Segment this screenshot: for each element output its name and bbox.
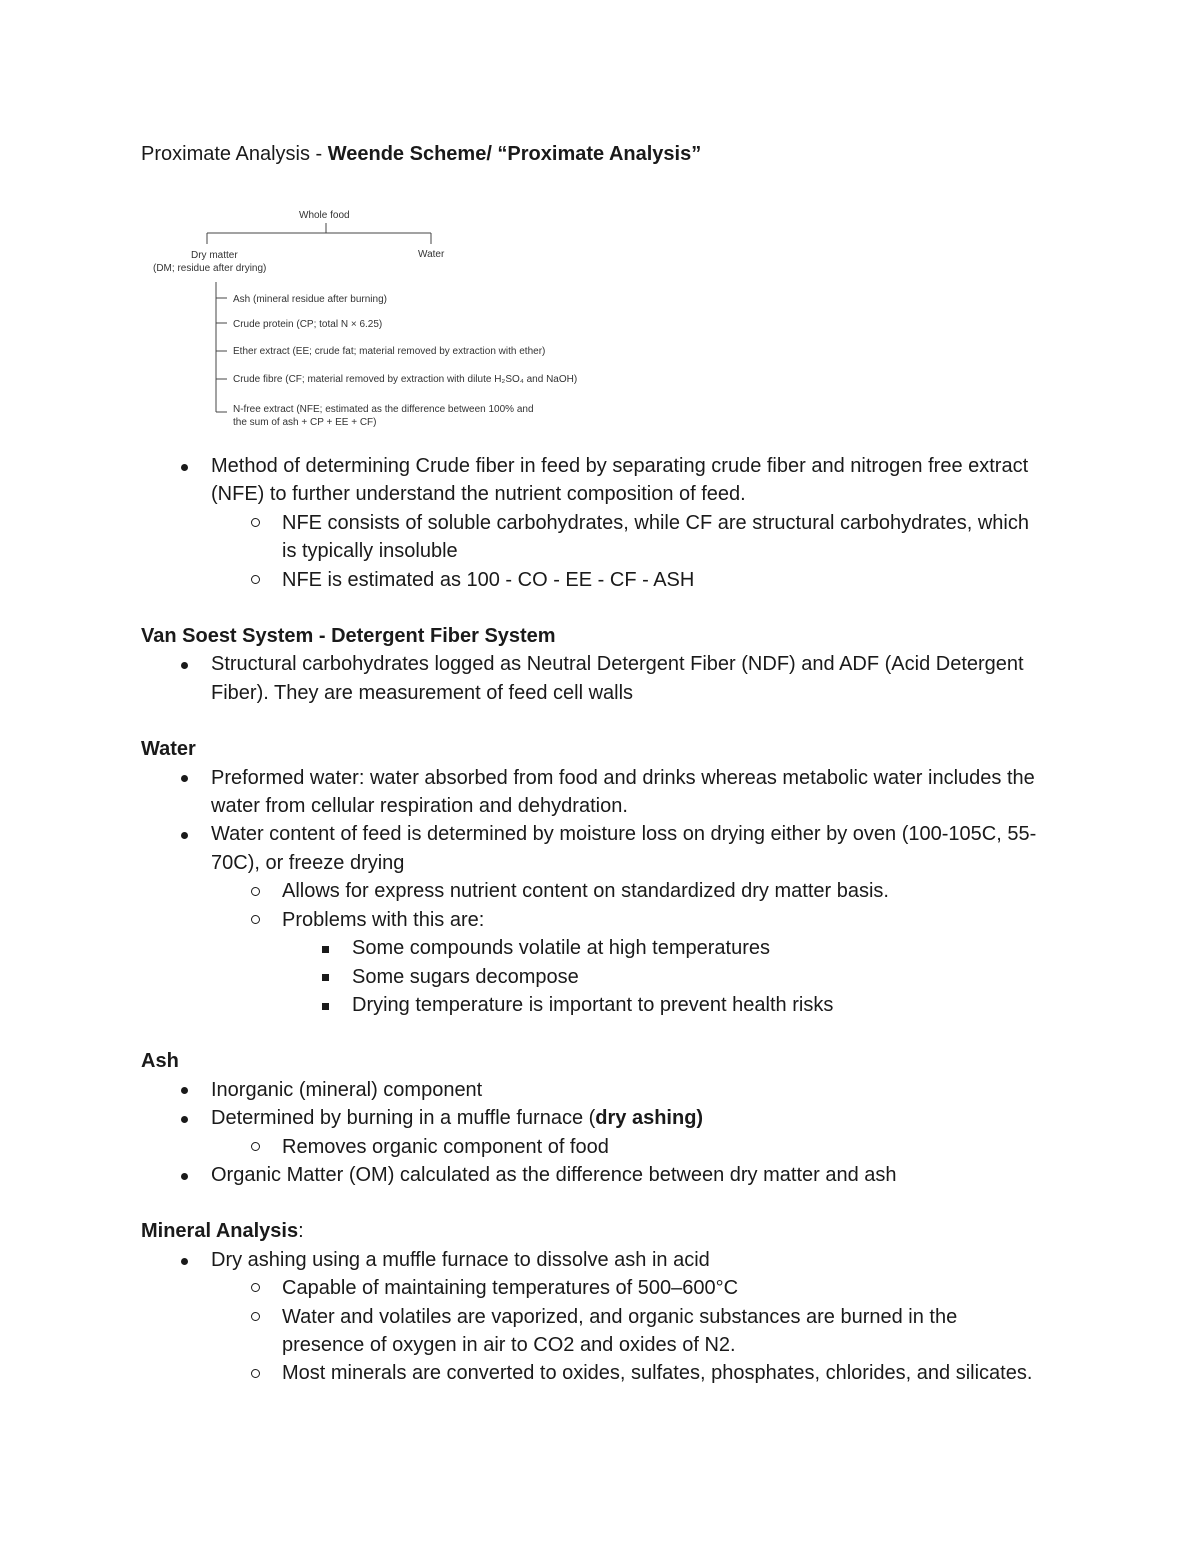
section-heading-mineral: Mineral Analysis:: [141, 1220, 304, 1243]
bullet-icon: [174, 452, 194, 480]
list-item: Determined by burning in a muffle furnace (dry ashing): [141, 1104, 1041, 1132]
list-item: Some sugars decompose: [141, 963, 1041, 991]
hollow-bullet-icon: [245, 1359, 265, 1387]
list-item: NFE is estimated as 100 - CO - EE - CF - ASH: [141, 566, 1041, 594]
page-title: [141, 140, 1041, 168]
ash-list: [141, 1076, 1041, 1190]
document-page: [141, 140, 1041, 1388]
bullet-icon: [174, 1246, 194, 1274]
weende-list: [141, 452, 1041, 594]
title-normal: Proximate Analysis -: [141, 143, 328, 165]
hollow-bullet-icon: [245, 877, 265, 905]
section-heading-van-soest: Van Soest System - Detergent Fiber System: [141, 625, 556, 648]
bullet-icon: [174, 1076, 194, 1104]
list-item: Preformed water: water absorbed from food and drinks whereas metabolic water includes the water from cellular respiration and dehydration.: [141, 764, 1041, 821]
hollow-bullet-icon: [245, 1274, 265, 1302]
diagram-dry-matter-label: Dry matter: [191, 250, 238, 261]
bullet-icon: [174, 1161, 194, 1189]
diagram-dry-matter-sub: (DM; residue after drying): [153, 263, 267, 274]
list-item: Water content of feed is determined by moisture loss on drying either by oven (100-105C, 55-70C), or freeze drying: [141, 820, 1041, 877]
section-heading-ash: Ash: [141, 1050, 179, 1073]
weende-scheme-diagram: [141, 170, 611, 432]
diagram-water-label: Water: [418, 249, 445, 260]
water-list: [141, 764, 1041, 1020]
section-heading-water: Water: [141, 738, 196, 761]
diagram-item-crude-protein: Crude protein (CP; total N × 6.25): [233, 319, 383, 330]
list-item: NFE consists of soluble carbohydrates, while CF are structural carbohydrates, which is typically insoluble: [141, 509, 1041, 566]
bullet-icon: [174, 650, 194, 678]
list-item: Problems with this are:: [141, 906, 1041, 934]
list-item: Structural carbohydrates logged as Neutral Detergent Fiber (NDF) and ADF (Acid Detergent Fiber). They are measurement of feed cell walls: [141, 650, 1041, 707]
list-item: Most minerals are converted to oxides, sulfates, phosphates, chlorides, and silicates.: [141, 1359, 1041, 1387]
square-bullet-icon: [315, 963, 335, 991]
square-bullet-icon: [315, 934, 335, 962]
hollow-bullet-icon: [245, 1133, 265, 1161]
title-bold: Weende Scheme/ “Proximate Analysis”: [327, 143, 702, 165]
hollow-bullet-icon: [245, 906, 265, 934]
list-item: Organic Matter (OM) calculated as the difference between dry matter and ash: [141, 1161, 1041, 1189]
diagram-item-ether-extract: Ether extract (EE; crude fat; material removed by extraction with ether): [233, 346, 546, 357]
list-item: Allows for express nutrient content on standardized dry matter basis.: [141, 877, 1041, 905]
hollow-bullet-icon: [245, 566, 265, 594]
van-soest-list: [141, 650, 1041, 707]
list-item: Some compounds volatile at high temperatures: [141, 934, 1041, 962]
diagram-item-nfe-cont: the sum of ash + CP + EE + CF): [233, 417, 377, 428]
list-item: Water and volatiles are vaporized, and organic substances are burned in the presence of oxygen in air to CO2 and oxides of N2.: [141, 1303, 1041, 1360]
diagram-root-label: Whole food: [299, 210, 350, 221]
list-item: Dry ashing using a muffle furnace to dissolve ash in acid: [141, 1246, 1041, 1274]
diagram-item-crude-fibre: Crude fibre (CF; material removed by extraction with dilute H₂SO₄ and NaOH): [233, 374, 578, 385]
diagram-item-ash: Ash (mineral residue after burning): [233, 294, 387, 305]
list-item: Removes organic component of food: [141, 1133, 1041, 1161]
list-item: Inorganic (mineral) component: [141, 1076, 1041, 1104]
square-bullet-icon: [315, 991, 335, 1019]
hollow-bullet-icon: [245, 509, 265, 537]
mineral-list: [141, 1246, 1041, 1388]
bullet-icon: [174, 820, 194, 848]
diagram-item-nfe: N-free extract (NFE; estimated as the difference between 100% and: [233, 404, 534, 415]
list-item: Capable of maintaining temperatures of 500–600°C: [141, 1274, 1041, 1302]
list-item: Method of determining Crude fiber in feed by separating crude fiber and nitrogen free extract (NFE) to further understand the nutrient composition of feed.: [141, 452, 1041, 509]
bullet-icon: [174, 764, 194, 792]
bullet-icon: [174, 1104, 194, 1132]
list-item: Drying temperature is important to prevent health risks: [141, 991, 1041, 1019]
hollow-bullet-icon: [245, 1303, 265, 1331]
